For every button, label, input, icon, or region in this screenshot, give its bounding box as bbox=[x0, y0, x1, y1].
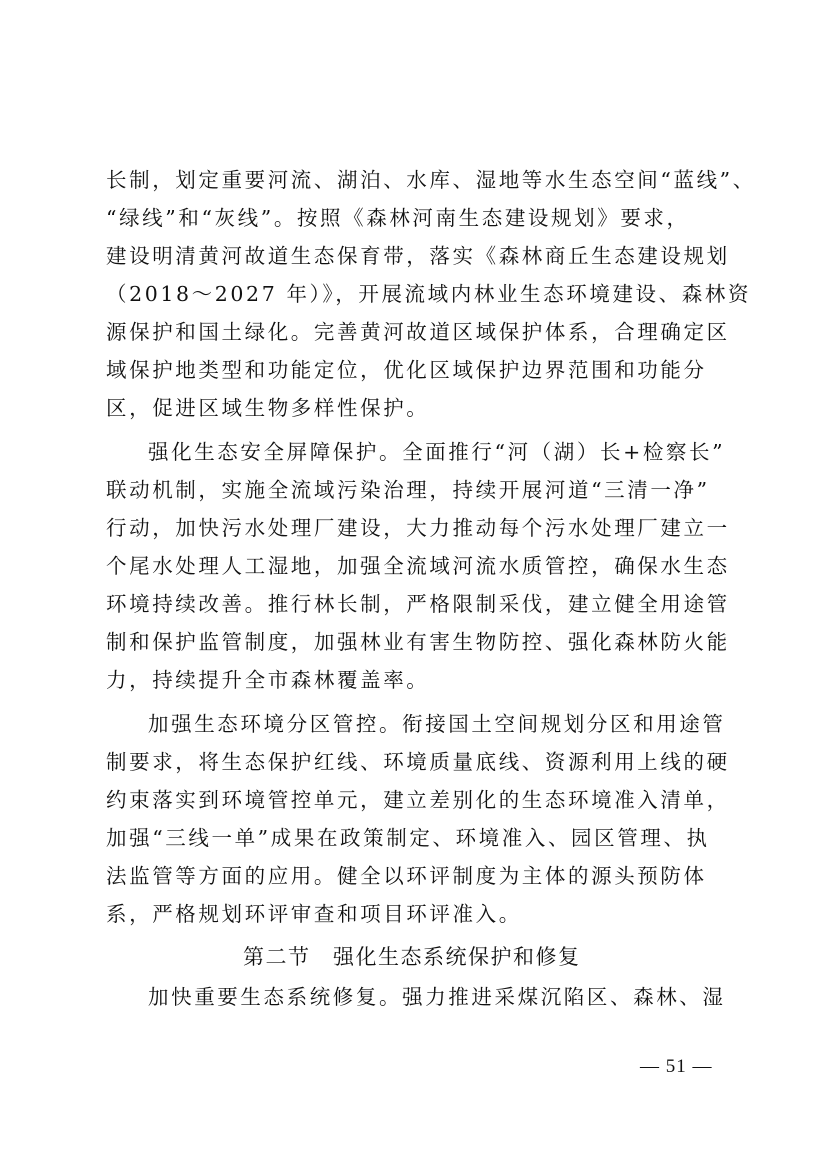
paragraph-lead-line: 加强生态环境分区管控。衔接国土空间规划分区和用途管 bbox=[148, 712, 726, 736]
paragraph-lead-line: 强化生态安全屏障保护。全面推行“河（湖）长+检察长” bbox=[148, 440, 726, 464]
body-line: 法监管等方面的应用。健全以环评制度为主体的源头预防体 bbox=[106, 864, 707, 888]
body-line: 系，严格规划环评审查和项目环评准入。 bbox=[106, 902, 522, 926]
body-line: 力，持续提升全市森林覆盖率。 bbox=[106, 668, 430, 692]
body-line: “绿线”和“灰线”。按照《森林河南生态建设规划》要求， bbox=[106, 206, 690, 230]
paragraph-lead-line: 加快重要生态系统修复。强力推进采煤沉陷区、森林、湿 bbox=[148, 985, 726, 1009]
page-number: — 51 — bbox=[640, 1056, 713, 1077]
section-heading: 第二节 强化生态系统保护和修复 bbox=[243, 945, 581, 969]
body-line: 约束落实到环境管控单元，建立差别化的生态环境准入清单， bbox=[106, 788, 730, 812]
body-line: 制要求，将生态保护红线、环境质量底线、资源利用上线的硬 bbox=[106, 750, 730, 774]
body-line: 环境持续改善。推行林长制，严格限制采伐，建立健全用途管 bbox=[106, 592, 730, 616]
body-line: 长制，划定重要河流、湖泊、水库、湿地等水生态空间“蓝线”、 bbox=[106, 168, 756, 192]
body-line: （2018～2027 年）》，开展流域内林业生态环境建设、森林资 bbox=[106, 282, 752, 306]
body-line: 建设明清黄河故道生态保育带，落实《森林商丘生态建设规划 bbox=[106, 244, 730, 268]
body-line: 制和保护监管制度，加强林业有害生物防控、强化森林防火能 bbox=[106, 630, 730, 654]
body-line: 源保护和国土绿化。完善黄河故道区域保护体系，合理确定区 bbox=[106, 320, 730, 344]
body-line: 联动机制，实施全流域污染治理，持续开展河道“三清一净” bbox=[106, 478, 710, 502]
body-line: 行动，加快污水处理厂建设，大力推动每个污水处理厂建立一 bbox=[106, 516, 730, 540]
body-line: 加强“三线一单”成果在政策制定、环境准入、园区管理、执 bbox=[106, 826, 710, 850]
body-line: 个尾水处理人工湿地，加强全流域河流水质管控，确保水生态 bbox=[106, 554, 730, 578]
body-line: 域保护地类型和功能定位，优化区域保护边界范围和功能分 bbox=[106, 358, 707, 382]
body-line: 区，促进区域生物多样性保护。 bbox=[106, 396, 430, 420]
